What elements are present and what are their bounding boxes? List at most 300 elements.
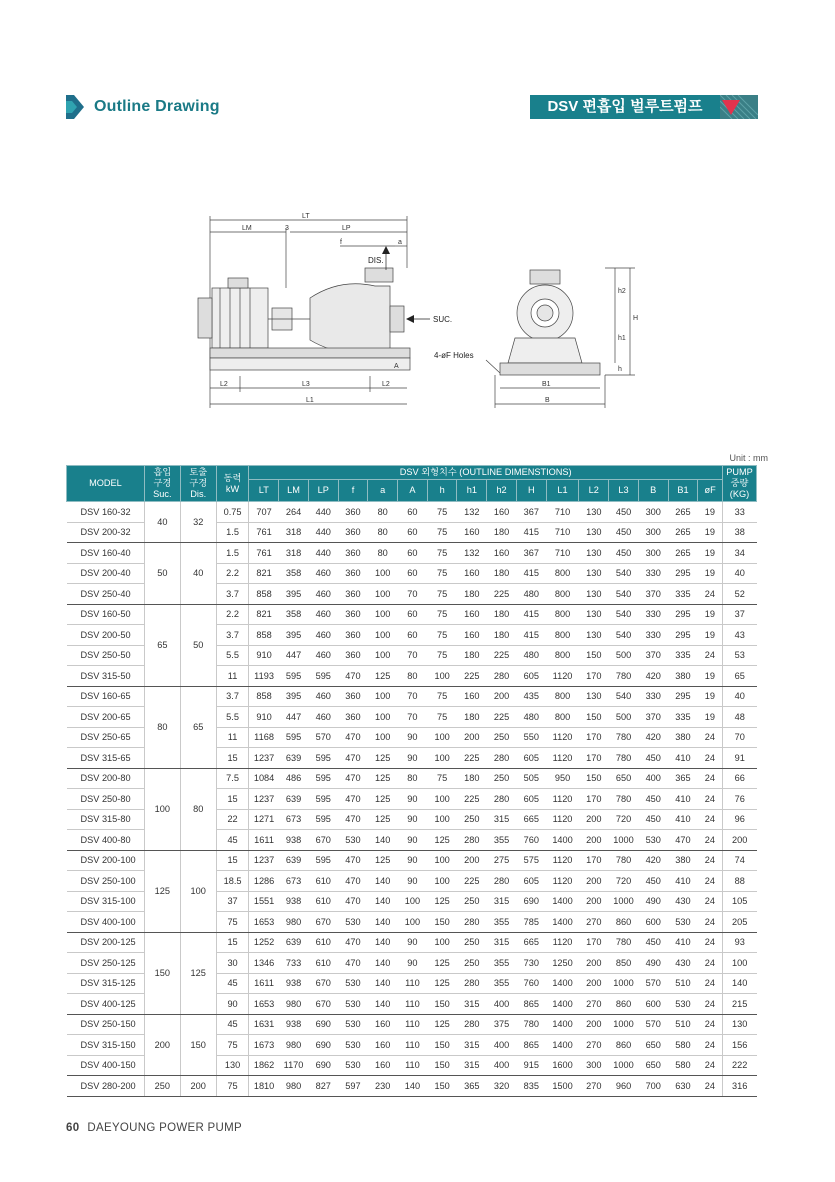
cell-dim: 60 [398,604,428,625]
cell-dim: 250 [457,953,487,974]
cell-dim: 330 [638,625,668,646]
cell-dim: 470 [338,809,368,830]
cell-dim: 180 [457,584,487,605]
header-col: B1 [668,480,698,502]
cell-dim: 1862 [249,1055,279,1076]
cell-kw: 5.5 [216,707,249,728]
cell-dim: 125 [427,953,457,974]
cell-dim: 200 [579,830,609,851]
cell-dim: 315 [487,809,517,830]
cell-dim: 673 [279,871,309,892]
cell-suc: 125 [144,850,180,932]
cell-dim: 75 [427,502,457,523]
cell-dim: 360 [338,563,368,584]
cell-dim: 910 [249,707,279,728]
cell-dim: 300 [579,1055,609,1076]
cell-dim: 510 [668,1014,698,1035]
cell-dim: 24 [698,768,723,789]
cell-dim: 60 [398,543,428,564]
cell-dim: 1346 [249,953,279,974]
cell-dim: 125 [427,830,457,851]
cell-model: DSV 250-100 [67,871,145,892]
product-title-banner [530,95,758,119]
cell-dim: 860 [609,1035,639,1056]
cell-dim: 835 [516,1076,546,1097]
cell-dim: 75 [427,625,457,646]
cell-dim: 225 [487,645,517,666]
cell-dim: 610 [308,953,338,974]
cell-dim: 780 [609,850,639,871]
cell-weight: 222 [722,1055,756,1076]
cell-dim: 530 [638,830,668,851]
cell-dim: 530 [338,1055,368,1076]
cell-dim: 19 [698,686,723,707]
cell-dim: 330 [638,563,668,584]
cell-dim: 595 [308,748,338,769]
cell-dim: 470 [338,748,368,769]
cell-dim: 130 [579,625,609,646]
cell-weight: 38 [722,522,756,543]
cell-dim: 639 [279,850,309,871]
cell-weight: 76 [722,789,756,810]
cell-dim: 470 [668,830,698,851]
cell-dim: 690 [308,1014,338,1035]
cell-kw: 75 [216,1035,249,1056]
cell-dim: 150 [579,768,609,789]
cell-dim: 858 [249,625,279,646]
cell-kw: 130 [216,1055,249,1076]
cell-dim: 130 [579,563,609,584]
cell-dim: 480 [516,584,546,605]
cell-suc: 250 [144,1076,180,1097]
cell-dim: 132 [457,502,487,523]
cell-dim: 1237 [249,748,279,769]
cell-dim: 670 [308,994,338,1015]
cell-model: DSV 250-80 [67,789,145,810]
cell-dim: 430 [668,891,698,912]
product-title: DSV 편흡입 벌루트펌프 [530,95,720,119]
cell-dim: 440 [308,522,338,543]
cell-dim: 225 [457,748,487,769]
cell-dim: 910 [249,645,279,666]
cell-dim: 690 [308,1035,338,1056]
cell-weight: 96 [722,809,756,830]
cell-dim: 530 [338,912,368,933]
cell-dim: 650 [638,1035,668,1056]
cell-weight: 91 [722,748,756,769]
cell-dim: 960 [609,1076,639,1097]
cell-dim: 639 [279,748,309,769]
cell-dim: 380 [668,850,698,871]
cell-kw: 15 [216,932,249,953]
cell-dim: 595 [308,768,338,789]
cell-dim: 360 [338,543,368,564]
cell-dim: 90 [398,871,428,892]
cell-dim: 650 [638,1055,668,1076]
outline-drawing [190,208,650,418]
cell-dim: 90 [398,932,428,953]
cell-kw: 90 [216,994,249,1015]
cell-dim: 605 [516,871,546,892]
cell-dim: 595 [279,727,309,748]
cell-dim: 415 [516,522,546,543]
header-col: h2 [487,480,517,502]
cell-dim: 125 [427,1014,457,1035]
cell-dim: 170 [579,727,609,748]
cell-dim: 1237 [249,789,279,810]
cell-dim: 180 [457,645,487,666]
cell-dim: 250 [487,768,517,789]
cell-dim: 170 [579,850,609,871]
cell-dim: 410 [668,748,698,769]
cell-dim: 130 [579,686,609,707]
cell-dim: 400 [487,1055,517,1076]
cell-dim: 360 [338,686,368,707]
cell-dim: 1120 [546,932,579,953]
cell-dim: 470 [338,768,368,789]
header-col: L2 [579,480,609,502]
cell-dim: 132 [457,543,487,564]
cell-dim: 140 [368,912,398,933]
cell-dim: 570 [638,1014,668,1035]
cell-dim: 800 [546,686,579,707]
cell-model: DSV 250-40 [67,584,145,605]
cell-dim: 110 [398,1055,428,1076]
dim-h2: h2 [618,288,626,295]
cell-dis: 150 [180,1014,216,1076]
header-col: h [427,480,457,502]
cell-dim: 938 [279,973,309,994]
header-col: LM [279,480,309,502]
cell-kw: 11 [216,727,249,748]
cell-dim: 420 [638,850,668,871]
cell-dim: 1810 [249,1076,279,1097]
cell-dim: 80 [368,502,398,523]
cell-weight: 70 [722,727,756,748]
cell-dim: 1286 [249,871,279,892]
cell-dim: 125 [427,973,457,994]
unit-label: Unit : mm [729,453,768,463]
cell-dim: 450 [638,809,668,830]
header-dis: 토출 구경 Dis. [180,466,216,502]
cell-dim: 530 [338,994,368,1015]
cell-dim: 470 [338,727,368,748]
cell-model: DSV 200-50 [67,625,145,646]
cell-dim: 490 [638,891,668,912]
cell-dim: 410 [668,871,698,892]
cell-dim: 650 [609,768,639,789]
cell-dim: 19 [698,522,723,543]
cell-dim: 125 [368,666,398,687]
cell-dim: 760 [516,830,546,851]
cell-dim: 540 [609,604,639,625]
cell-dim: 1673 [249,1035,279,1056]
cell-dim: 70 [398,645,428,666]
cell-model: DSV 200-65 [67,707,145,728]
cell-dim: 500 [609,645,639,666]
cell-dim: 160 [487,543,517,564]
cell-dim: 75 [427,584,457,605]
cell-weight: 88 [722,871,756,892]
section-title: Outline Drawing [94,98,220,115]
cell-dim: 80 [368,543,398,564]
cell-dim: 1000 [609,1014,639,1035]
cell-dim: 540 [609,563,639,584]
cell-dim: 140 [368,830,398,851]
cell-dim: 70 [398,584,428,605]
cell-dim: 530 [338,830,368,851]
cell-dim: 780 [609,789,639,810]
cell-dim: 1400 [546,830,579,851]
header-col: a [368,480,398,502]
cell-dim: 470 [338,871,368,892]
cell-dis: 200 [180,1076,216,1097]
cell-dim: 440 [308,502,338,523]
cell-dim: 470 [338,666,368,687]
cell-weight: 40 [722,563,756,584]
cell-dim: 400 [487,1035,517,1056]
cell-dim: 470 [338,789,368,810]
cell-suc: 80 [144,686,180,768]
cell-dim: 800 [546,645,579,666]
dim-l3: L3 [302,381,310,388]
cell-dim: 1000 [609,973,639,994]
cell-dim: 1611 [249,830,279,851]
cell-dim: 420 [638,666,668,687]
cell-dim: 24 [698,789,723,810]
cell-weight: 215 [722,994,756,1015]
cell-dim: 150 [579,707,609,728]
cell-dim: 670 [308,912,338,933]
cell-weight: 48 [722,707,756,728]
cell-dim: 315 [487,932,517,953]
page-number: 60 [66,1122,80,1134]
cell-dim: 280 [457,973,487,994]
cell-dim: 150 [427,1055,457,1076]
cell-dim: 865 [516,994,546,1015]
cell-kw: 45 [216,1014,249,1035]
cell-dim: 460 [308,645,338,666]
cell-dim: 100 [427,748,457,769]
cell-dim: 1500 [546,1076,579,1097]
table-row [67,768,757,789]
cell-weight: 93 [722,932,756,953]
cell-dim: 761 [249,543,279,564]
cell-dim: 90 [398,789,428,810]
header-col: L3 [609,480,639,502]
dim-lp: LP [342,225,351,232]
cell-dim: 665 [516,932,546,953]
cell-weight: 65 [722,666,756,687]
cell-dim: 1120 [546,727,579,748]
cell-dim: 70 [398,707,428,728]
cell-dim: 505 [516,768,546,789]
cell-dim: 580 [668,1035,698,1056]
cell-dim: 300 [638,543,668,564]
cell-dim: 938 [279,891,309,912]
cell-dim: 140 [368,973,398,994]
cell-dim: 690 [516,891,546,912]
cell-dim: 90 [398,748,428,769]
cell-model: DSV 200-40 [67,563,145,584]
cell-dim: 1120 [546,809,579,830]
cell-dim: 410 [668,932,698,953]
cell-dim: 125 [368,789,398,810]
cell-dim: 75 [427,768,457,789]
dim-l1: L1 [306,397,314,404]
cell-dim: 639 [279,789,309,810]
cell-dim: 595 [308,809,338,830]
cell-dim: 367 [516,543,546,564]
cell-dim: 24 [698,584,723,605]
cell-dim: 200 [457,727,487,748]
suc-label: SUC. [433,315,453,324]
cell-dim: 130 [579,543,609,564]
cell-dim: 100 [427,666,457,687]
cell-model: DSV 160-40 [67,543,145,564]
header-weight: PUMP 중량 (KG) [722,466,756,502]
cell-dim: 450 [609,502,639,523]
cell-dim: 200 [487,686,517,707]
cell-dim: 450 [609,543,639,564]
cell-dis: 100 [180,850,216,932]
cell-kw: 2.2 [216,563,249,584]
cell-dim: 300 [638,502,668,523]
cell-weight: 53 [722,645,756,666]
dim-lm: LM [242,225,252,232]
cell-model: DSV 315-50 [67,666,145,687]
cell-dim: 1400 [546,912,579,933]
cell-model: DSV 160-65 [67,686,145,707]
cell-dim: 605 [516,666,546,687]
cell-dim: 180 [487,604,517,625]
cell-dim: 733 [279,953,309,974]
cell-dis: 40 [180,543,216,605]
cell-dim: 125 [368,850,398,871]
cell-model: DSV 315-80 [67,809,145,830]
cell-dim: 460 [308,563,338,584]
cell-kw: 45 [216,830,249,851]
cell-model: DSV 160-32 [67,502,145,523]
dim-B: B [545,397,550,404]
dim-3: 3 [285,225,289,232]
cell-dim: 265 [668,522,698,543]
cell-dim: 60 [398,625,428,646]
cell-dim: 1611 [249,973,279,994]
cell-dim: 320 [487,1076,517,1097]
cell-dim: 90 [398,850,428,871]
cell-dim: 760 [516,973,546,994]
cell-dim: 710 [546,502,579,523]
cell-model: DSV 160-50 [67,604,145,625]
cell-dim: 100 [398,891,428,912]
table-row [67,543,757,564]
cell-dim: 355 [487,973,517,994]
dim-l2-left: L2 [220,381,228,388]
cell-dim: 450 [638,871,668,892]
cell-dim: 510 [668,973,698,994]
cell-dim: 400 [487,994,517,1015]
cell-weight: 100 [722,953,756,974]
cell-dim: 24 [698,912,723,933]
cell-dim: 140 [368,871,398,892]
header-col: B [638,480,668,502]
dim-l2-right: L2 [382,381,390,388]
dim-A: A [394,363,399,370]
cell-dim: 447 [279,645,309,666]
dim-f: f [340,239,342,246]
cell-dim: 1271 [249,809,279,830]
cell-model: DSV 315-100 [67,891,145,912]
cell-dim: 470 [338,953,368,974]
cell-dim: 24 [698,932,723,953]
table-row [67,604,757,625]
cell-dim: 200 [579,973,609,994]
cell-dim: 24 [698,871,723,892]
cell-dim: 780 [609,666,639,687]
cell-dim: 110 [398,1035,428,1056]
cell-dim: 300 [638,522,668,543]
cell-dim: 330 [638,686,668,707]
dim-B1: B1 [542,381,551,388]
cell-suc: 100 [144,768,180,850]
cell-dim: 780 [516,1014,546,1035]
cell-dim: 530 [338,1014,368,1035]
cell-weight: 52 [722,584,756,605]
cell-dim: 595 [308,666,338,687]
cell-dim: 140 [368,932,398,953]
cell-dim: 100 [427,850,457,871]
cell-dim: 370 [638,584,668,605]
cell-dim: 358 [279,604,309,625]
cell-dim: 610 [308,871,338,892]
cell-dim: 530 [338,973,368,994]
cell-weight: 140 [722,973,756,994]
cell-dim: 470 [338,850,368,871]
cell-dim: 447 [279,707,309,728]
cell-dim: 130 [579,522,609,543]
cell-dim: 980 [279,1076,309,1097]
header-col: A [398,480,428,502]
cell-dim: 19 [698,604,723,625]
cell-dim: 1170 [279,1055,309,1076]
cell-dim: 75 [427,686,457,707]
cell-model: DSV 250-150 [67,1014,145,1035]
cell-dim: 450 [638,789,668,810]
cell-dim: 360 [338,604,368,625]
cell-kw: 37 [216,891,249,912]
cell-dim: 270 [579,1076,609,1097]
cell-dim: 440 [308,543,338,564]
cell-dim: 19 [698,666,723,687]
cell-dim: 1084 [249,768,279,789]
cell-dim: 75 [427,563,457,584]
cell-dim: 125 [368,809,398,830]
cell-dim: 100 [368,584,398,605]
cell-dim: 280 [487,871,517,892]
cell-dim: 225 [457,871,487,892]
cell-dim: 140 [368,994,398,1015]
cell-dim: 1600 [546,1055,579,1076]
cell-dim: 100 [368,645,398,666]
cell-dim: 690 [308,1055,338,1076]
cell-dim: 395 [279,686,309,707]
cell-dim: 295 [668,686,698,707]
cell-dim: 1120 [546,871,579,892]
cell-dim: 160 [368,1055,398,1076]
cell-dim: 75 [427,645,457,666]
cell-kw: 3.7 [216,625,249,646]
